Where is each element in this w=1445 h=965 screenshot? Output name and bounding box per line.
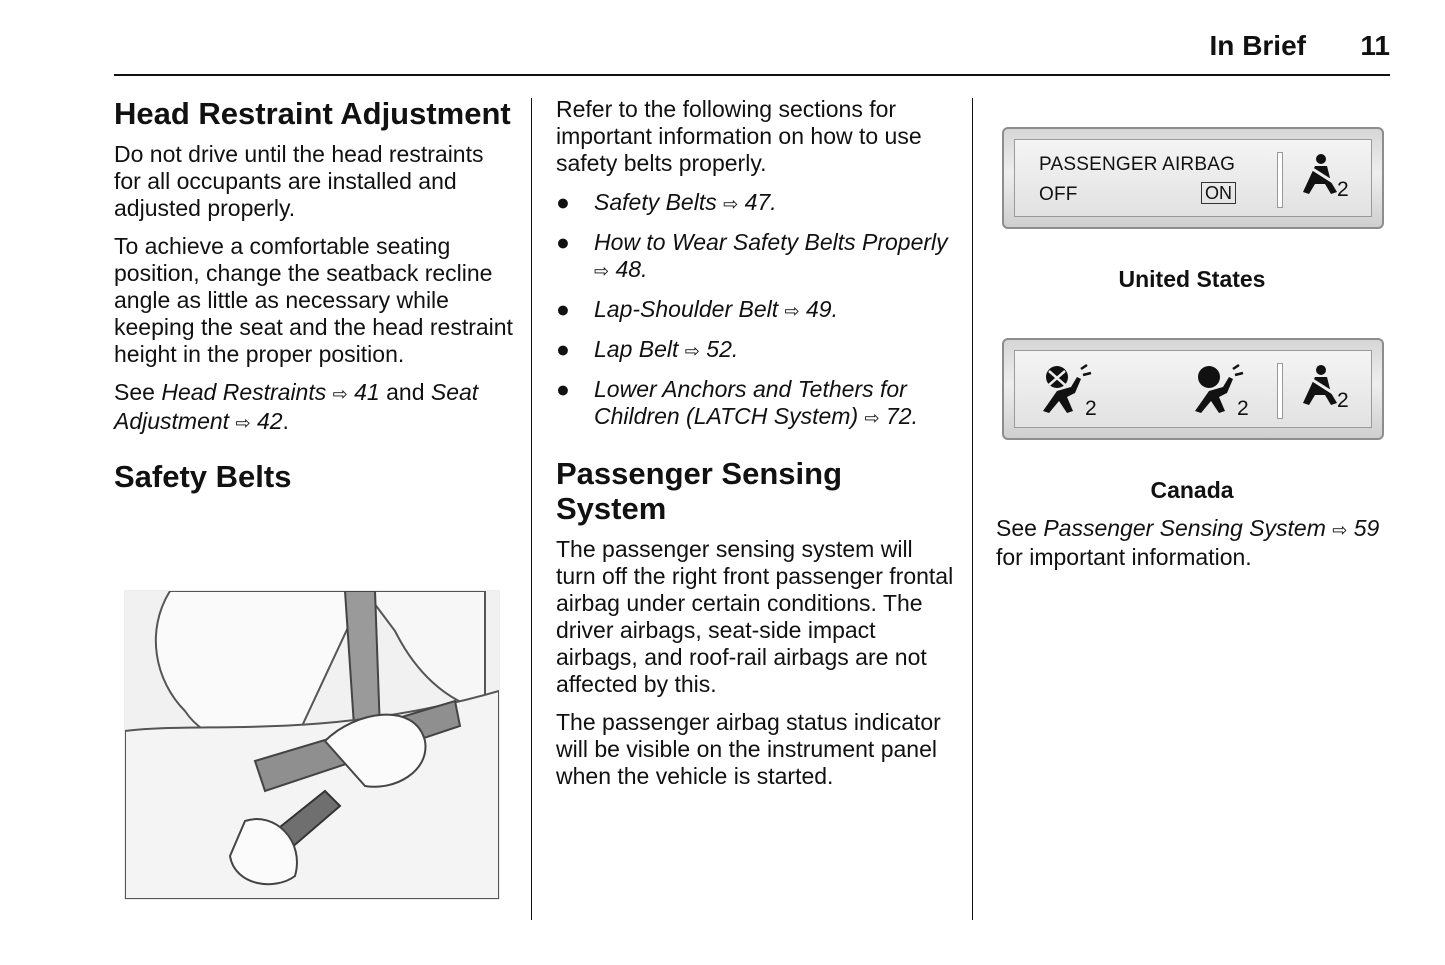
ref-arrow-icon: ⇨	[594, 261, 610, 281]
heading-passenger-sensing: Passenger Sensing System	[556, 456, 843, 526]
us-airbag-indicator-panel	[1002, 127, 1384, 229]
paragraph-head-restraint-1: Do not drive until the head restraints for all occupants are installed and adjusted properly.	[114, 141, 484, 221]
caption-united-states: United States	[1118, 266, 1266, 292]
header-rule	[114, 74, 1390, 76]
ref-arrow-icon: ⇨	[723, 194, 739, 214]
link-head-restraints[interactable]: Head Restraints ⇨ 41	[161, 379, 380, 405]
list-item[interactable]: ● Lower Anchors and Tethers for Children (LATCH System) ⇨ 72.	[556, 376, 918, 429]
ref-arrow-icon: ⇨	[684, 341, 700, 361]
reference-list	[556, 189, 956, 432]
list-item[interactable]: ● Lap-Shoulder Belt ⇨ 49.	[556, 296, 838, 322]
paragraph-passenger-sensing-2: The passenger airbag status indicator will be visible on the instrument panel when the vehicle is started.	[556, 709, 941, 789]
seat-number: 2	[1085, 397, 1097, 420]
heading-head-restraint: Head Restraint Adjustment	[114, 96, 511, 131]
list-item[interactable]: ● How to Wear Safety Belts Properly ⇨ 48.	[556, 229, 948, 282]
ref-arrow-icon: ⇨	[332, 384, 348, 404]
column-3-text	[996, 515, 1388, 582]
seat-number: 2	[1337, 389, 1349, 412]
ref-arrow-icon: ⇨	[235, 413, 251, 433]
paragraph-see-passenger-sensing: See Passenger Sensing System ⇨ 59 for important information.	[996, 515, 1380, 570]
paragraph-passenger-sensing-1: The passenger sensing system will turn off the right front passenger frontal airbag under certain conditions. The driver airbags, seat-side impact airbags, and roof-rail airbags are not affected by this.	[556, 536, 954, 697]
paragraph-head-restraint-2: To achieve a comfortable seating position, change the seatback recline angle as little as necessary while keeping the seat and the head restraint height in the proper position.	[114, 233, 513, 367]
panel-divider	[1277, 152, 1283, 208]
canada-airbag-indicator-panel	[1002, 338, 1384, 440]
list-item[interactable]: ● Safety Belts ⇨ 47.	[556, 189, 777, 215]
ref-arrow-icon: ⇨	[784, 301, 800, 321]
panel-off-label: OFF	[1039, 184, 1078, 205]
panel-on-label: ON	[1201, 182, 1236, 204]
caption-canada: Canada	[1150, 477, 1234, 503]
safety-belt-illustration	[124, 590, 500, 900]
ref-arrow-icon: ⇨	[864, 408, 880, 428]
panel-divider	[1277, 363, 1283, 419]
link-passenger-sensing-system[interactable]: Passenger Sensing System ⇨ 59	[1043, 515, 1380, 541]
heading-safety-belts: Safety Belts	[114, 459, 292, 494]
column-divider-1	[531, 98, 532, 920]
column-1	[114, 96, 514, 504]
page-number: 11	[1360, 30, 1390, 61]
paragraph-head-restraint-see: See Head Restraints ⇨ 41 and Seat Adjustment ⇨ 42.	[114, 379, 479, 434]
link-seat-adjustment[interactable]: Seat Adjustment ⇨ 42	[114, 379, 479, 434]
page-header	[114, 30, 1390, 74]
list-item[interactable]: ● Lap Belt ⇨ 52.	[556, 336, 739, 362]
panel-label: PASSENGER AIRBAG	[1039, 154, 1236, 175]
paragraph-safety-belts-intro: Refer to the following sections for important information on how to use safety belts properly.	[556, 96, 922, 176]
seat-number: 2	[1237, 397, 1249, 420]
column-divider-2	[972, 98, 973, 920]
seat-number: 2	[1337, 178, 1349, 201]
column-2	[556, 96, 956, 801]
section-title: In Brief	[1209, 30, 1306, 61]
ref-arrow-icon: ⇨	[1332, 520, 1348, 540]
